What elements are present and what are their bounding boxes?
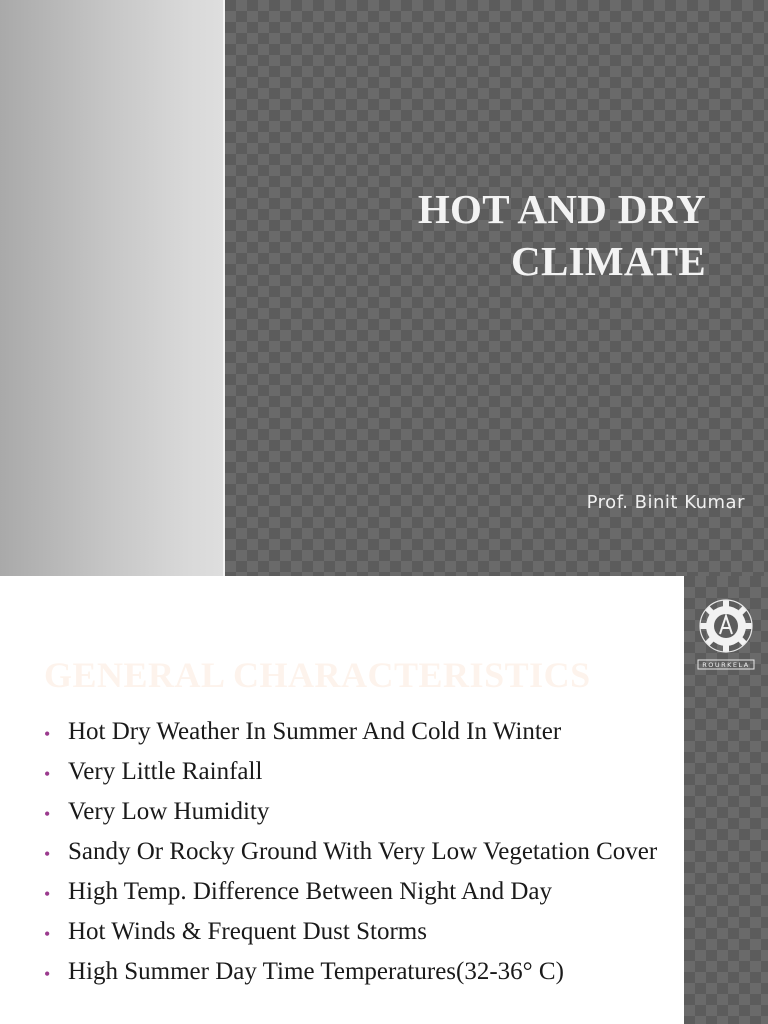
pattern-panel: [225, 0, 768, 576]
logo-text: ROURKELA: [702, 661, 750, 669]
characteristics-list: [40, 716, 675, 996]
bullet-icon: •: [44, 884, 51, 904]
bullet-icon: •: [44, 804, 51, 824]
bullet-icon: •: [44, 924, 51, 944]
list-item: • High Summer Day Time Temperatures(32-36° C): [40, 956, 675, 988]
content-slide: [0, 576, 768, 1024]
list-item: • Very Low Humidity: [40, 796, 675, 828]
title-line-2: CLIMATE: [511, 238, 706, 284]
list-item: • Very Little Rainfall: [40, 756, 675, 788]
institute-gear-logo-icon: [684, 594, 768, 678]
list-item: • High Temp. Difference Between Night And Day: [40, 876, 675, 908]
title-line-1: HOT AND DRY: [417, 186, 706, 232]
bullet-icon: •: [44, 844, 51, 864]
list-item: • Sandy Or Rocky Ground With Very Low Vegetation Cover: [40, 836, 675, 868]
slide-title: [418, 183, 706, 287]
list-item: • Hot Winds & Frequent Dust Storms: [40, 916, 675, 948]
bullet-icon: •: [44, 764, 51, 784]
gradient-panel: [0, 0, 223, 576]
presenter-name: Prof. Binit Kumar: [586, 492, 745, 513]
bullet-icon: •: [44, 724, 51, 744]
list-item: • Hot Dry Weather In Summer And Cold In Winter: [40, 716, 675, 748]
bullet-icon: •: [44, 964, 51, 984]
slide-heading: GENERAL CHARACTERISTICS: [44, 655, 591, 695]
